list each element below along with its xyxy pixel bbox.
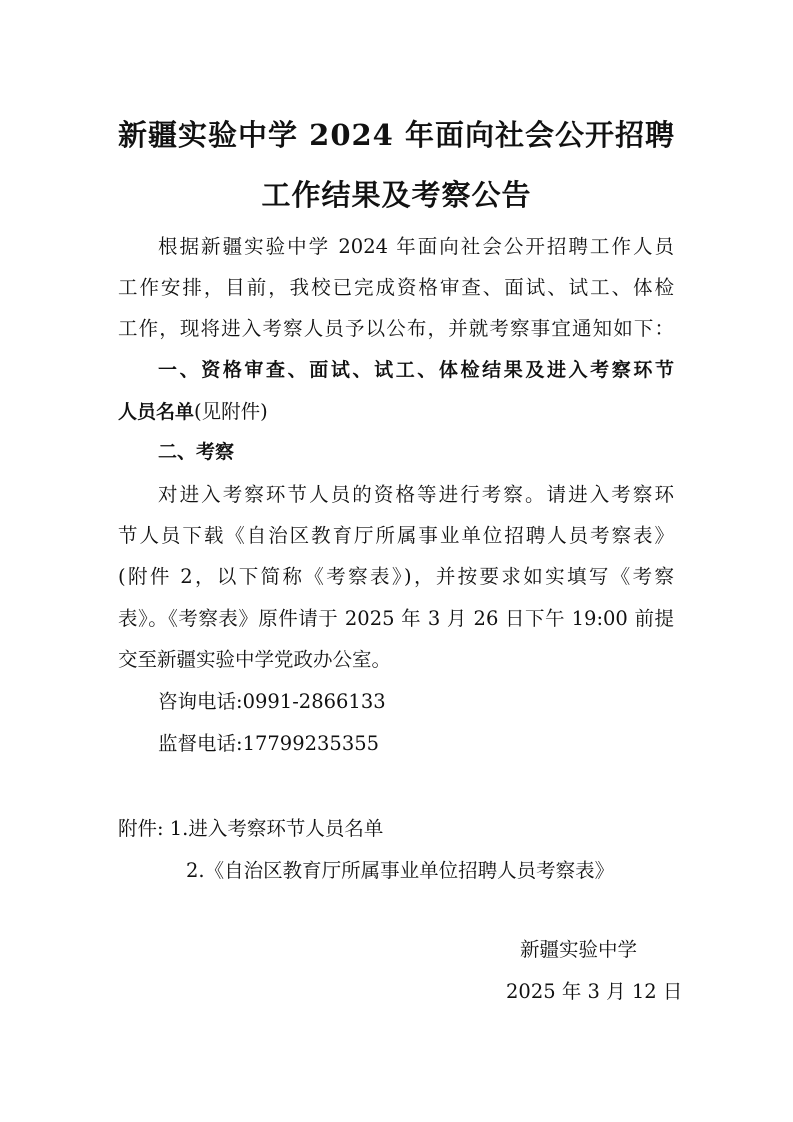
consult-phone: 咨询电话:0991-2866133 — [158, 690, 386, 713]
intro-line-3: 工作，现将进入考察人员予以公布，并就考察事宜通知如下： — [118, 317, 674, 340]
section1-heading-line-2 — [118, 396, 268, 424]
section1-heading-note: (见附件) — [194, 400, 268, 423]
title-line-1: 新疆实验中学 2024 年面向社会公开招聘 — [118, 118, 675, 152]
signature-date: 2025 年 3 月 12 日 — [506, 980, 683, 1003]
section2-line-1: 对进入考察环节人员的资格等进行考察。请进入考察环 — [158, 483, 674, 506]
intro-line-2: 工作安排，目前，我校已完成资格审查、面试、试工、体检 — [118, 276, 674, 299]
section2-line-3: (附件 2，以下简称《考察表》)，并按要求如实填写《考察 — [118, 565, 674, 588]
section2-line-4: 表》。《考察表》原件请于 2025 年 3 月 26 日下午 19:00 前提 — [118, 607, 674, 630]
supervise-phone: 监督电话:17799235355 — [158, 732, 380, 755]
section2-line-2: 节人员下载《自治区教育厅所属事业单位招聘人员考察表》 — [118, 524, 674, 547]
section1-heading-text: 人员名单 — [118, 401, 195, 423]
section2-line-5: 交至新疆实验中学党政办公室。 — [118, 648, 392, 671]
signature-org: 新疆实验中学 — [520, 938, 638, 961]
attachment-item-2: 2.《自治区教育厅所属事业单位招聘人员考察表》 — [186, 859, 615, 882]
attachment-item-1: 附件: 1.进入考察环节人员名单 — [118, 817, 384, 840]
section2-heading: 二、考察 — [158, 441, 235, 463]
section1-heading-line-1: 一、资格审查、面试、试工、体检结果及进入考察环节 — [158, 359, 674, 381]
title-line-2: 工作结果及考察公告 — [261, 178, 532, 212]
intro-line-1: 根据新疆实验中学 2024 年面向社会公开招聘工作人员 — [158, 235, 674, 258]
